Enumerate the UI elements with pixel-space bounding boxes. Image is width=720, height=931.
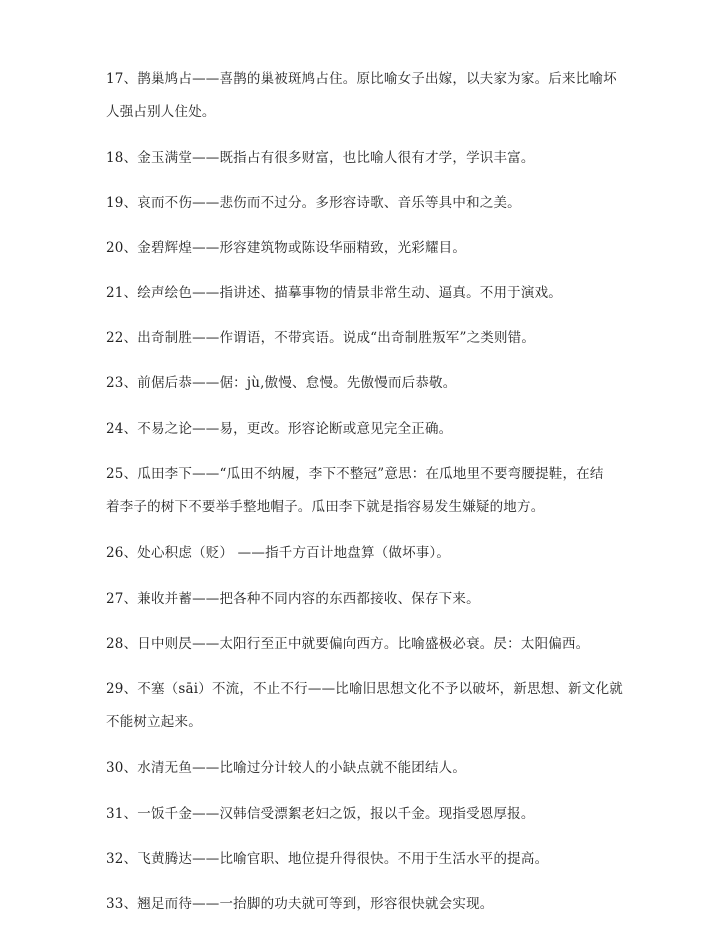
entry-line: 29、不塞（sāi）不流，不止不行——比喻旧思想文化不予以破坏，新思想、新文化就 (106, 681, 623, 697)
idiom-entry-19 (106, 187, 618, 220)
idiom-entry-30 (106, 752, 618, 785)
idiom-entry-25 (106, 458, 618, 524)
idiom-entry-31 (106, 798, 618, 831)
idiom-entry-27 (106, 583, 618, 616)
entry-line: 28、日中则昃——太阳行至正中就要偏向西方。比喻盛极必衰。昃：太阳偏西。 (106, 636, 590, 652)
entry-line: 32、飞黄腾达——比喻官职、地位提升得很快。不用于生活水平的提高。 (106, 851, 549, 867)
entry-line: 30、水清无鱼——比喻过分计较人的小缺点就不能团结人。 (106, 760, 467, 776)
entry-line: 20、金碧辉煌——形容建筑物或陈设华丽精致，光彩耀目。 (106, 240, 467, 256)
idiom-entry-18 (106, 142, 618, 175)
entry-line: 27、兼收并蓄——把各种不同内容的东西都接收、保存下来。 (106, 591, 480, 607)
entry-line: 33、翘足而待——一抬脚的功夫就可等到，形容很快就会实现。 (106, 896, 494, 912)
entry-line: 19、哀而不伤——悲伤而不过分。多形容诗歌、音乐等具中和之美。 (106, 195, 521, 211)
entry-line: 26、处心积虑（贬） ——指千方百计地盘算（做坏事）。 (106, 545, 451, 561)
entry-line: 着李子的树下不要举手整地帽子。瓜田李下就是指容易发生嫌疑的地方。 (106, 499, 545, 515)
idiom-entry-26 (106, 537, 618, 570)
entry-line: 不能树立起来。 (106, 714, 202, 730)
idiom-entry-20 (106, 232, 618, 265)
idiom-entry-28 (106, 628, 618, 661)
idiom-entry-32 (106, 843, 618, 876)
entry-line: 25、瓜田李下——“瓜田不纳履，李下不整冠”意思：在瓜地里不要弯腰提鞋，在结 (106, 466, 604, 482)
entry-line: 24、不易之论——易，更改。形容论断或意见完全正确。 (106, 421, 453, 437)
idiom-entry-22 (106, 322, 618, 355)
entry-line: 人强占别人住处。 (106, 104, 216, 120)
entry-line: 23、前倨后恭——倨：jù,傲慢、怠慢。先傲慢而后恭敬。 (106, 375, 457, 391)
idiom-entry-17 (106, 63, 618, 129)
entry-line: 17、鹊巢鸠占——喜鹊的巢被斑鸠占住。原比喻女子出嫁，以夫家为家。后来比喻坏 (106, 71, 617, 87)
entry-line: 22、出奇制胜——作谓语，不带宾语。说成“出奇制胜叛军”之类则错。 (106, 330, 536, 346)
entry-line: 21、绘声绘色——指讲述、描摹事物的情景非常生动、逼真。不用于演戏。 (106, 285, 562, 301)
idiom-entry-29 (106, 673, 623, 739)
entry-line: 31、一饭千金——汉韩信受漂絮老妇之饭，报以千金。现指受恩厚报。 (106, 806, 535, 822)
entry-line: 18、金玉满堂——既指占有很多财富，也比喻人很有才学，学识丰富。 (106, 150, 535, 166)
idiom-entry-23 (106, 367, 618, 400)
idiom-entry-24 (106, 413, 618, 446)
idiom-entry-21 (106, 277, 618, 310)
idiom-entry-33 (106, 888, 618, 921)
